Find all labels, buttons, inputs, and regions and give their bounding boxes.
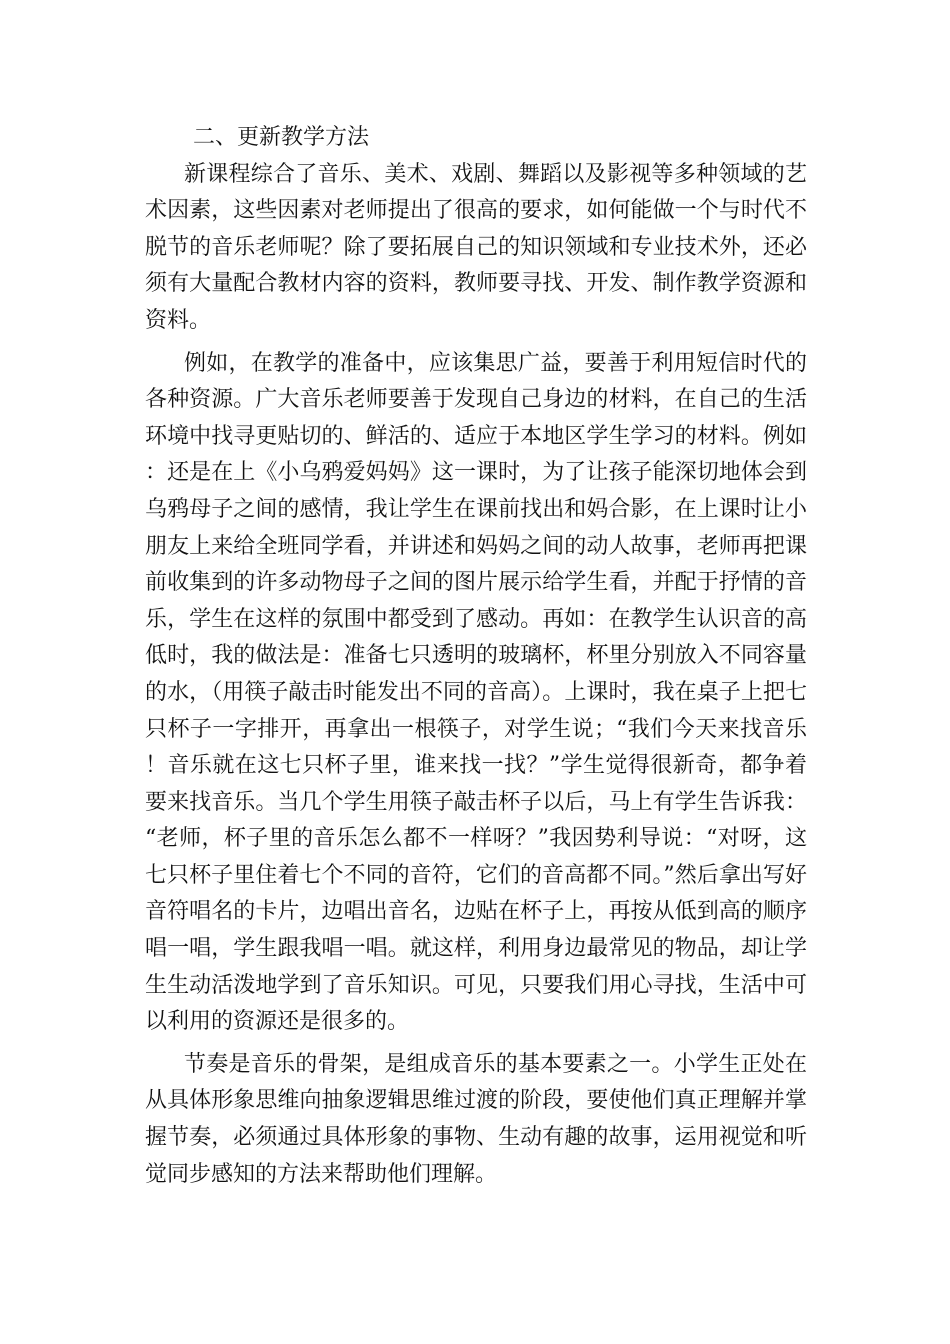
section-heading: 二、更新教学方法 (193, 125, 370, 150)
paragraph-example: 例如，在教学的准备中，应该集思广益，要善于利用短信时代的各种资源。广大音乐老师要善于发现自己身边的材料，在自己的生活环境中找寻更贴切的、鲜活的、适应于本地区学生学习的材料。例如：还是在上《小乌鸦爱妈妈》这一课时，为了让孩子能深切地体会到乌鸦母子之间的感情，我让学生在课前找出和妈合影，在上课时让小朋友上来给全班同学看，并讲述和妈妈之间的动人故事，老师再把课前收集到的许多动物母子之间的图片展示给学生看，并配于抒情的音乐，学生在这样的氛围中都受到了感动。再如：在教学生认识音的高低时，我的做法是：准备七只透明的玻璃杯，杯里分别放入不同容量的水，（用筷子敲击时能发出不同的音高）。上课时，我在桌子上把七只杯子一字排开，再拿出一根筷子，对学生说；“我们今天来找音乐！音乐就在这七只杯子里，谁来找一找？”学生觉得很新奇，都争着要来找音乐。当几个学生用筷子敲击杯子以后，马上有学生告诉我：“老师，杯子里的音乐怎么都不一样呀？”我因势利导说：“对呀，这七只杯子里住着七个不同的音符，它们的音高都不同。”然后拿出写好音符唱名的卡片，边唱出音名，边贴在杯子上，再按从低到高的顺序唱一唱，学生跟我唱一唱。就这样，利用身边最常见的物品，却让学生生动活泼地学到了音乐知识。可见，只要我们用心寻找，生活中可以利用的资源还是很多的。 (145, 350, 807, 1035)
document-body (145, 120, 807, 1193)
paragraph-intro: 新课程综合了音乐、美术、戏剧、舞蹈以及影视等多种领域的艺术因素，这些因素对老师提出了很高的要求，如何能做一个与时代不脱节的音乐老师呢？除了要拓展自己的知识领域和专业技术外，还必须有大量配合教材内容的资料，教师要寻找、开发、制作教学资源和资料。 (145, 161, 807, 333)
paragraph-rhythm: 节奏是音乐的骨架，是组成音乐的基本要素之一。小学生正处在从具体形象思维向抽象逻辑思维过渡的阶段，要使他们真正理解并掌握节奏，必须通过具体形象的事物、生动有趣的故事，运用视觉和听觉同步感知的方法来帮助他们理解。 (145, 1051, 807, 1187)
